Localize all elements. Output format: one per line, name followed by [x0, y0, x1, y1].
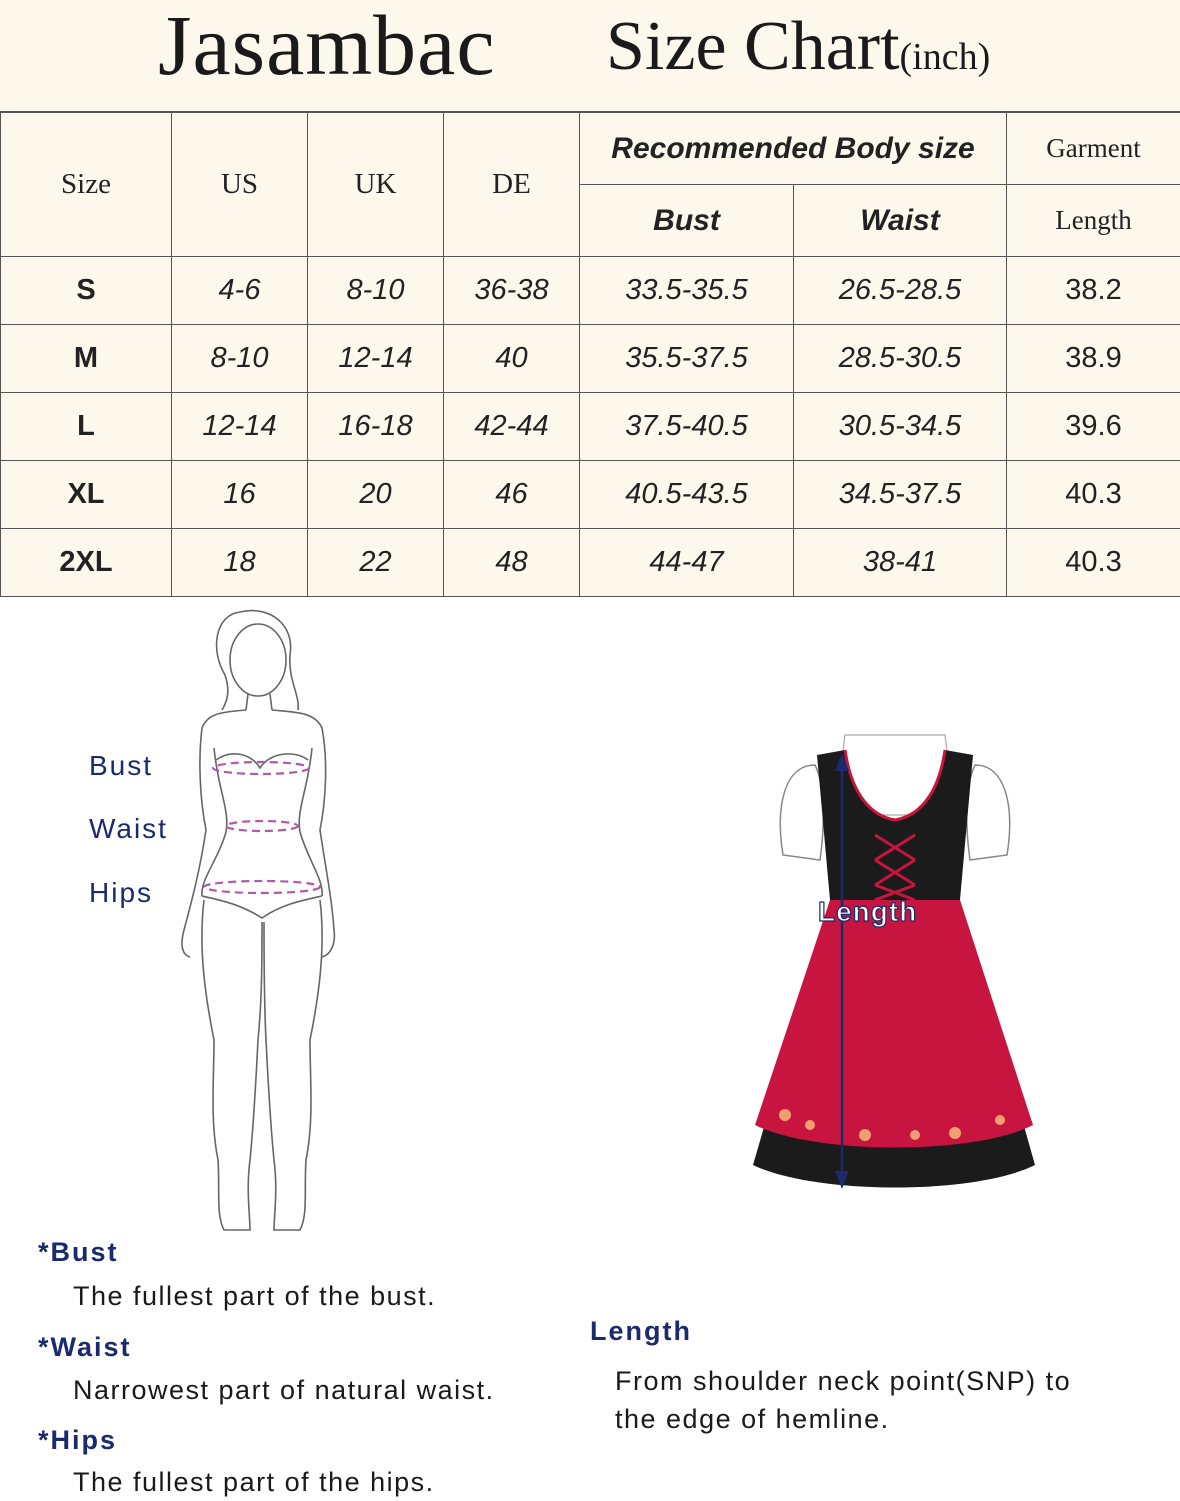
def-hips-text: The fullest part of the hips.	[73, 1463, 435, 1501]
header-us: US	[172, 113, 308, 257]
red-skirt	[755, 900, 1033, 1148]
cell-size: M	[1, 325, 172, 393]
cell-size: L	[1, 393, 172, 461]
cell-de: 42-44	[444, 393, 580, 461]
cell-bust: 37.5-40.5	[580, 393, 794, 461]
table-row	[1, 393, 1180, 461]
cell-bust: 33.5-35.5	[580, 257, 794, 325]
body-figure-illustration	[170, 600, 370, 1240]
cell-de: 48	[444, 529, 580, 597]
def-waist-text: Narrowest part of natural waist.	[73, 1371, 495, 1409]
cell-size: XL	[1, 461, 172, 529]
title-text: Size Chart	[606, 8, 900, 85]
cell-waist: 38-41	[794, 529, 1007, 597]
cell-de: 40	[444, 325, 580, 393]
def-bust-title: *Bust	[38, 1237, 119, 1268]
cell-length: 39.6	[1007, 393, 1180, 461]
header-waist: Waist	[794, 185, 1007, 257]
left-sleeve	[780, 765, 823, 860]
def-waist-title: *Waist	[38, 1332, 132, 1363]
right-sleeve	[967, 765, 1010, 860]
title-unit: (inch)	[900, 36, 991, 78]
brand-name: Jasambac	[158, 2, 496, 88]
def-length-title: Length	[590, 1316, 692, 1347]
size-chart-table	[0, 112, 1180, 597]
cell-uk: 8-10	[308, 257, 444, 325]
header-de: DE	[444, 113, 580, 257]
cell-us: 12-14	[172, 393, 308, 461]
def-hips-title: *Hips	[38, 1425, 117, 1456]
header-recommended-body-size: Recommended Body size	[580, 113, 1007, 185]
table-row	[1, 257, 1180, 325]
cell-us: 16	[172, 461, 308, 529]
cell-de: 46	[444, 461, 580, 529]
cell-waist: 28.5-30.5	[794, 325, 1007, 393]
table-row	[1, 325, 1180, 393]
cell-de: 36-38	[444, 257, 580, 325]
cell-length: 40.3	[1007, 461, 1180, 529]
cell-length: 38.2	[1007, 257, 1180, 325]
header-size: Size	[1, 113, 172, 257]
dress-length-label: Length	[818, 896, 917, 928]
def-length-text-line1: From shoulder neck point(SNP) to	[615, 1362, 1071, 1400]
cell-us: 4-6	[172, 257, 308, 325]
cell-uk: 20	[308, 461, 444, 529]
table-row	[1, 461, 1180, 529]
cell-size: 2XL	[1, 529, 172, 597]
dress-illustration	[745, 725, 1045, 1195]
cell-length: 38.9	[1007, 325, 1180, 393]
cell-us: 8-10	[172, 325, 308, 393]
cell-bust: 44-47	[580, 529, 794, 597]
def-length-text-line2: the edge of hemline.	[615, 1400, 890, 1438]
cell-bust: 35.5-37.5	[580, 325, 794, 393]
def-bust-text: The fullest part of the bust.	[73, 1277, 436, 1315]
cell-waist: 26.5-28.5	[794, 257, 1007, 325]
cell-uk: 16-18	[308, 393, 444, 461]
cell-waist: 30.5-34.5	[794, 393, 1007, 461]
header-bar	[0, 0, 1180, 112]
cell-length: 40.3	[1007, 529, 1180, 597]
figure-waist-label: Waist	[89, 813, 168, 845]
figure-bust-label: Bust	[89, 750, 153, 782]
figure-hips-label: Hips	[89, 877, 153, 909]
header-garment: Garment	[1007, 113, 1180, 185]
cell-bust: 40.5-43.5	[580, 461, 794, 529]
header-uk: UK	[308, 113, 444, 257]
cell-uk: 22	[308, 529, 444, 597]
cell-uk: 12-14	[308, 325, 444, 393]
cell-us: 18	[172, 529, 308, 597]
header-bust: Bust	[580, 185, 794, 257]
header-length: Length	[1007, 185, 1180, 257]
cell-waist: 34.5-37.5	[794, 461, 1007, 529]
cell-size: S	[1, 257, 172, 325]
table-row	[1, 529, 1180, 597]
page-title	[606, 12, 990, 82]
